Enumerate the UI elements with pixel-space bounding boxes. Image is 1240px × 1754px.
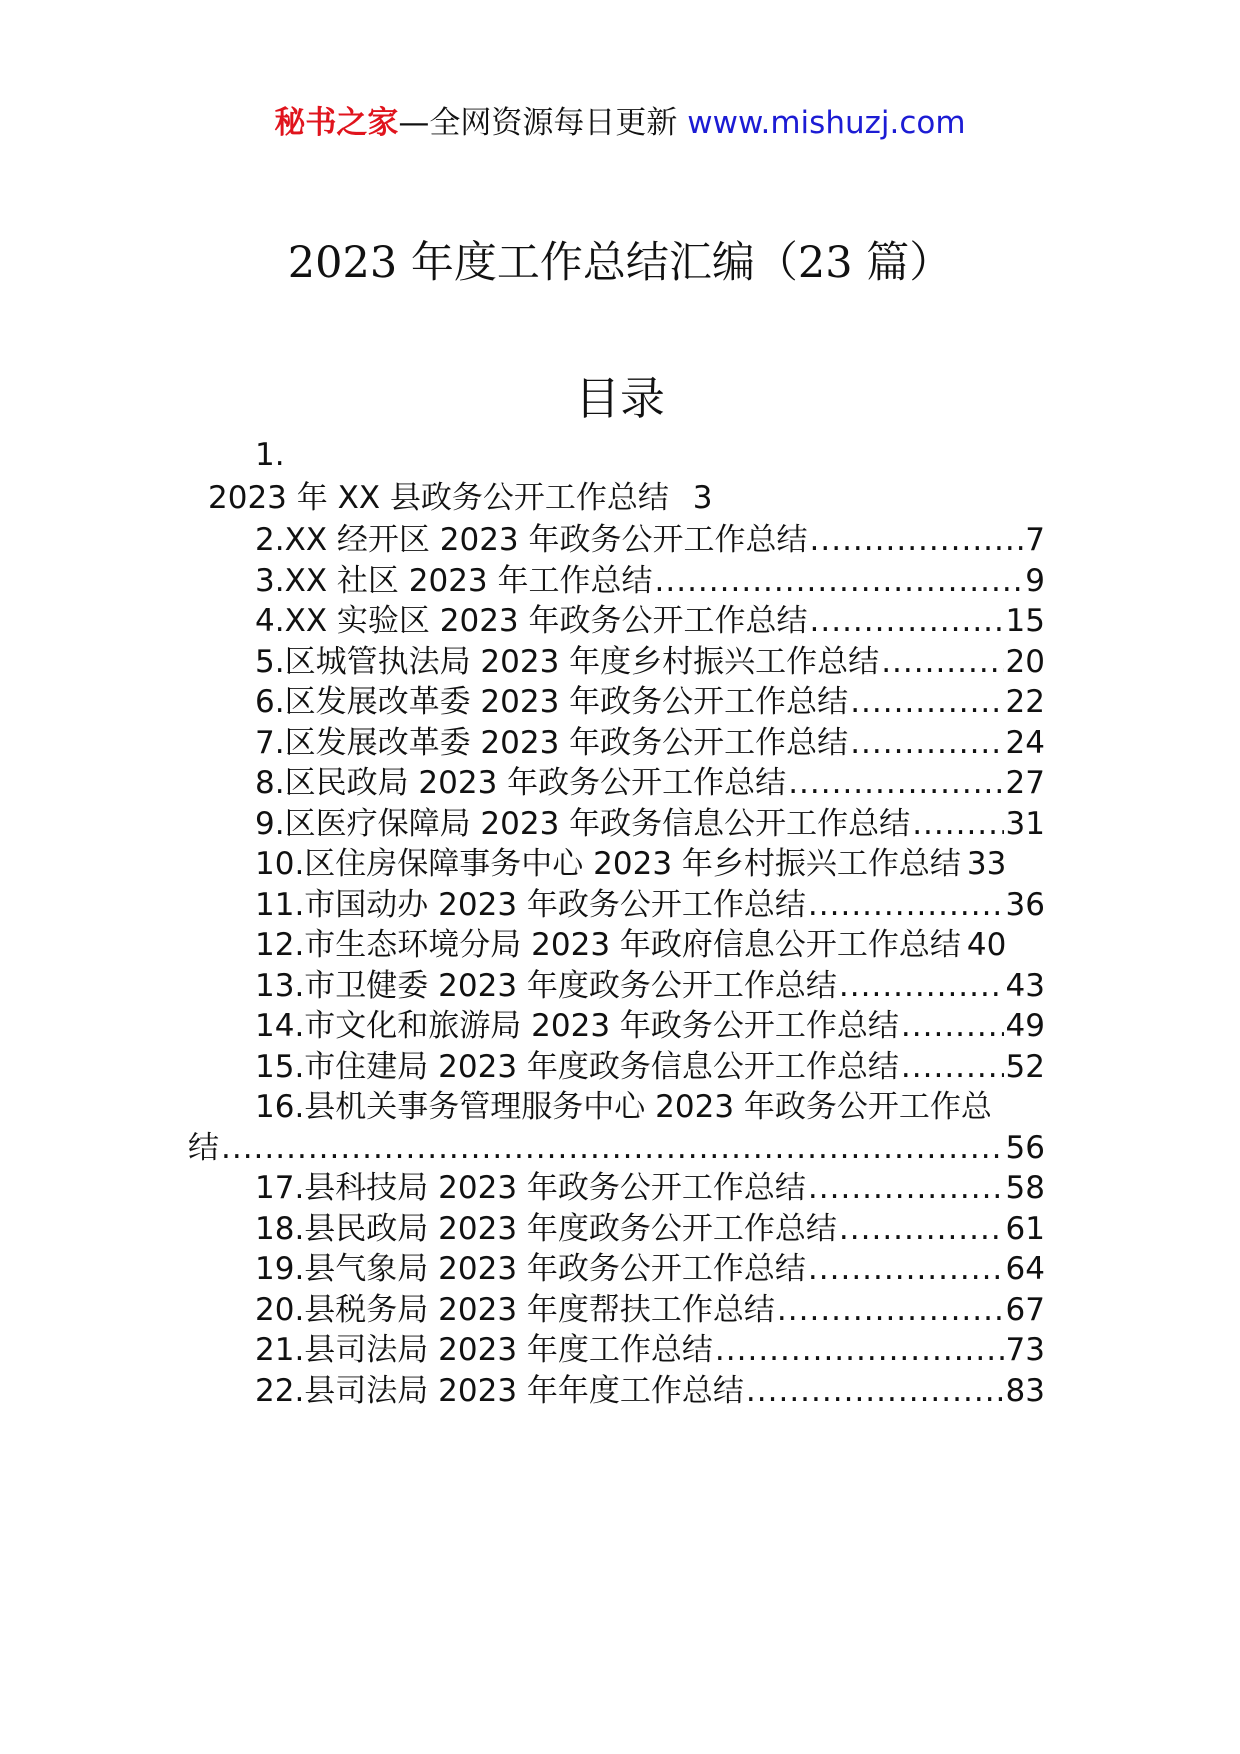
toc-entry-16-line1[interactable]: 16.县机关事务管理服务中心 2023 年政务公开工作总 [255, 1089, 992, 1125]
toc-entry-label: 2.XX 经开区 2023 年政务公开工作总结 [255, 522, 808, 558]
toc-entry-5[interactable] [255, 640, 1045, 685]
toc-entry-label: 13.市卫健委 2023 年度政务公开工作总结 [255, 968, 837, 1004]
toc-heading: 目录 [574, 372, 665, 425]
toc-entry-label: 8.区民政局 2023 年政务公开工作总结 [255, 765, 787, 801]
toc-entry-page: 56 [1005, 1130, 1045, 1166]
toc-entry-1-number[interactable]: 1. [255, 437, 285, 473]
toc-entry-label: 2023 年 XX 县政务公开工作总结 [208, 480, 669, 516]
toc-entry-3[interactable] [255, 559, 1045, 604]
toc-entry-1[interactable] [208, 476, 713, 521]
toc-entry-label: 17.县科技局 2023 年政务公开工作总结 [255, 1170, 806, 1206]
toc-entry-page: 22 [1005, 684, 1045, 720]
toc-leader-dots [839, 1207, 1004, 1252]
toc-leader-dots [808, 883, 1004, 928]
toc-entry-page: 73 [1005, 1332, 1045, 1368]
toc-entry-label: 12.市生态环境分局 2023 年政府信息公开工作总结 [255, 927, 961, 963]
toc-entry-10[interactable] [255, 842, 1045, 887]
toc-entry-16-line2[interactable] [188, 1126, 1045, 1171]
toc-entry-20[interactable] [255, 1288, 1045, 1333]
site-url-link[interactable]: www.mishuzj.com [687, 105, 966, 141]
document-title: 2023 年度工作总结汇编（23 篇） [287, 238, 953, 288]
toc-entry-11[interactable] [255, 883, 1045, 928]
toc-entry-6[interactable] [255, 680, 1045, 725]
toc-leader-dots [901, 1045, 1004, 1090]
toc-entry-label: 15.市住建局 2023 年度政务信息公开工作总结 [255, 1049, 899, 1085]
toc-entry-17[interactable] [255, 1166, 1045, 1211]
toc-entry-18[interactable] [255, 1207, 1045, 1252]
site-header [0, 100, 1240, 146]
toc-leader-dots [901, 1004, 1004, 1049]
toc-entry-page: 20 [1005, 644, 1045, 680]
toc-entry-label: 19.县气象局 2023 年政务公开工作总结 [255, 1251, 806, 1287]
toc-entry-page: 3 [692, 480, 713, 516]
toc-entry-label: 7.区发展改革委 2023 年政务公开工作总结 [255, 725, 849, 761]
toc-entry-page: 64 [1005, 1251, 1045, 1287]
toc-entry-label: 21.县司法局 2023 年度工作总结 [255, 1332, 713, 1368]
toc-entry-label: 5.区城管执法局 2023 年度乡村振兴工作总结 [255, 644, 880, 680]
toc-entry-label: 4.XX 实验区 2023 年政务公开工作总结 [255, 603, 808, 639]
toc-entry-8[interactable] [255, 761, 1045, 806]
toc-entry-label: 14.市文化和旅游局 2023 年政务公开工作总结 [255, 1008, 899, 1044]
toc-entry-label: 10.区住房保障事务中心 2023 年乡村振兴工作总结 [255, 846, 961, 882]
toc-entry-page: 24 [1005, 725, 1045, 761]
toc-entry-page: 83 [1005, 1373, 1045, 1409]
toc-leader-dots [221, 1126, 1004, 1171]
toc-entry-7[interactable] [255, 721, 1045, 766]
toc-entry-page: 15 [1005, 603, 1045, 639]
toc-leader-dots [655, 559, 1024, 604]
toc-leader-dots [810, 518, 1024, 563]
toc-leader-dots [850, 721, 1003, 766]
toc-leader-dots [808, 1247, 1004, 1292]
toc-leader-dots [746, 1369, 1004, 1414]
toc-leader-dots [777, 1288, 1004, 1333]
toc-entry-2[interactable] [255, 518, 1045, 563]
toc-entry-label: 结 [188, 1130, 219, 1166]
toc-leader-dots [839, 964, 1004, 1009]
toc-entry-page: 52 [1005, 1049, 1045, 1085]
toc-leader-dots [808, 1166, 1004, 1211]
toc-entry-9[interactable] [255, 802, 1045, 847]
toc-entry-label: 22.县司法局 2023 年年度工作总结 [255, 1373, 744, 1409]
toc-entry-4[interactable] [255, 599, 1045, 644]
toc-entry-label: 9.区医疗保障局 2023 年政务信息公开工作总结 [255, 806, 911, 842]
toc-entry-page: 9 [1025, 563, 1045, 599]
toc-entry-page: 7 [1025, 522, 1045, 558]
toc-leader-dots [715, 1328, 1004, 1373]
toc-entry-page: 58 [1005, 1170, 1045, 1206]
toc-entry-page: 61 [1005, 1211, 1045, 1247]
toc-entry-12[interactable] [255, 923, 1045, 968]
toc-entry-15[interactable] [255, 1045, 1045, 1090]
toc-leader-dots [912, 802, 1003, 847]
toc-entry-page: 67 [1005, 1292, 1045, 1328]
toc-entry-page: 49 [1005, 1008, 1045, 1044]
toc-entry-21[interactable] [255, 1328, 1045, 1373]
toc-entry-page: 27 [1005, 765, 1045, 801]
toc-entry-page: 31 [1005, 806, 1045, 842]
toc-entry-page: 40 [966, 927, 1007, 963]
toc-entry-page: 33 [966, 846, 1007, 882]
toc-entry-22[interactable] [255, 1369, 1045, 1414]
toc-entry-page: 43 [1005, 968, 1045, 1004]
toc-entry-14[interactable] [255, 1004, 1045, 1049]
toc-entry-19[interactable] [255, 1247, 1045, 1292]
toc-leader-dots [788, 761, 1003, 806]
toc-leader-dots [850, 680, 1003, 725]
toc-entry-13[interactable] [255, 964, 1045, 1009]
toc-entry-label: 3.XX 社区 2023 年工作总结 [255, 563, 653, 599]
toc-leader-dots [881, 640, 1003, 685]
toc-entry-label: 6.区发展改革委 2023 年政务公开工作总结 [255, 684, 849, 720]
brand-name: 秘书之家 [274, 105, 399, 141]
toc-entry-label: 18.县民政局 2023 年度政务公开工作总结 [255, 1211, 837, 1247]
toc-leader-dots [810, 599, 1004, 644]
toc-entry-label: 11.市国动办 2023 年政务公开工作总结 [255, 887, 806, 923]
header-slogan: —全网资源每日更新 [398, 105, 688, 141]
toc-entry-label: 20.县税务局 2023 年度帮扶工作总结 [255, 1292, 775, 1328]
toc-entry-page: 36 [1005, 887, 1045, 923]
